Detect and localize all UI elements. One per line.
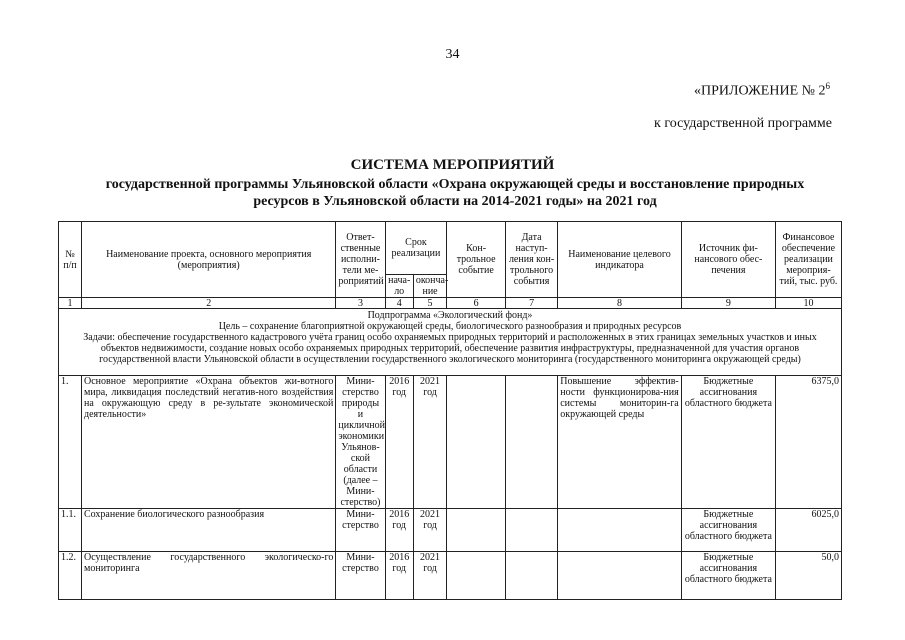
header-term: Срок реализации — [385, 222, 447, 275]
appendix-superscript: 6 — [825, 81, 830, 91]
column-number: 9 — [681, 298, 775, 309]
subprogram-cell — [59, 309, 842, 376]
table-row — [59, 552, 842, 600]
row-source: Бюджетные ассигнования областного бюджета — [681, 376, 775, 509]
row-control — [447, 509, 506, 552]
column-number: 2 — [82, 298, 336, 309]
header-indicator: Наименование целевого индикатора — [558, 222, 682, 298]
column-number: 1 — [59, 298, 82, 309]
column-number-row — [59, 298, 842, 309]
subprogram-tasks: Задачи: обеспечение государственного кадастрового учёта границ особо охраняемых природных территорий и расположенных в этих границах земельных участков и иных объектов недвижимости, создание новых особо охраняемых природных территорий, обеспечение развития инфраструктуры, предназначенной для участия органов государственной власти Ульяновской области в осуществлении государственного экологического мониторинга (государственного мониторинга окружающей среды) — [83, 332, 817, 365]
row-control — [447, 376, 506, 509]
column-number: 4 — [385, 298, 413, 309]
subtitle-line-2: ресурсов в Ульяновской области на 2014-2021 годы» на 2021 год — [253, 194, 657, 209]
row-executor: Мини-стерство — [336, 509, 385, 552]
row-start: 2016 год — [385, 509, 413, 552]
document-title: СИСТЕМА МЕРОПРИЯТИЙ — [350, 157, 555, 173]
row-indicator — [558, 552, 682, 600]
row-end: 2021 год — [413, 509, 446, 552]
row-end: 2021 год — [413, 552, 446, 600]
header-source: Источник фи-нансового обес-печения — [681, 222, 775, 298]
subprogram-name: Подпрограмма «Экологический фонд» — [367, 310, 533, 321]
column-number: 8 — [558, 298, 682, 309]
row-num: 1.2. — [59, 552, 82, 600]
header-end: оконча-ние — [413, 275, 446, 298]
row-finance: 6025,0 — [775, 509, 841, 552]
column-number: 10 — [775, 298, 841, 309]
subtitle-line-1: государственной программы Ульяновской области «Охрана окружающей среды и восстановление природных — [105, 177, 805, 192]
row-name: Сохранение биологического разнообразия — [82, 509, 336, 552]
appendix-text: «ПРИЛОЖЕНИЕ № 2 — [694, 83, 826, 99]
row-executor: Мини-стерство — [336, 552, 385, 600]
row-num: 1.1. — [59, 509, 82, 552]
row-name: Основное мероприятие «Охрана объектов жи-вотного мира, ликвидация последствий негатив-ного воздействия на окружающую среду в ре-зультате экономической деятельности» — [82, 376, 336, 509]
document-subtitle — [60, 176, 850, 210]
row-source: Бюджетные ассигнования областного бюджета — [681, 552, 775, 600]
row-date — [505, 509, 557, 552]
row-indicator: Повышение эффектив-ности функционирова-ния системы мониторин-га окружающей среды — [558, 376, 682, 509]
row-control — [447, 552, 506, 600]
row-finance: 50,0 — [775, 552, 841, 600]
column-number: 7 — [505, 298, 557, 309]
row-name: Осуществление государственного экологическо-го мониторинга — [82, 552, 336, 600]
measures-table — [58, 221, 842, 600]
header-control-event: Кон-трольное событие — [447, 222, 506, 298]
subprogram-goal: Цель – сохранение благоприятной окружающей среды, биологического разнообразия и природных ресурсов — [218, 321, 682, 332]
row-executor: Мини-стерство природы и цикличной экономики Ульянов-ской области (далее – Мини-стерство) — [336, 376, 385, 509]
column-number: 5 — [413, 298, 446, 309]
row-date — [505, 552, 557, 600]
appendix-label — [694, 81, 830, 100]
page-number: 34 — [445, 47, 460, 62]
column-number: 6 — [447, 298, 506, 309]
row-source: Бюджетные ассигнования областного бюджета — [681, 509, 775, 552]
column-number: 3 — [336, 298, 385, 309]
subprogram-row — [59, 309, 842, 376]
row-indicator — [558, 509, 682, 552]
header-num: № п/п — [59, 222, 82, 298]
row-end: 2021 год — [413, 376, 446, 509]
table-row — [59, 376, 842, 509]
header-finance: Финансовое обеспечение реализации мероприя-тий, тыс. руб. — [775, 222, 841, 298]
header-executors: Ответ-ственные исполни-тели ме-роприятий — [336, 222, 385, 298]
row-num: 1. — [59, 376, 82, 509]
row-start: 2016 год — [385, 376, 413, 509]
table-row — [59, 509, 842, 552]
program-reference: к государственной программе — [654, 116, 832, 131]
row-start: 2016 год — [385, 552, 413, 600]
header-start: нача-ло — [385, 275, 413, 298]
row-finance: 6375,0 — [775, 376, 841, 509]
row-date — [505, 376, 557, 509]
header-control-date: Дата наступ-ления кон-трольного события — [505, 222, 557, 298]
header-name: Наименование проекта, основного мероприятия (мероприятия) — [82, 222, 336, 298]
